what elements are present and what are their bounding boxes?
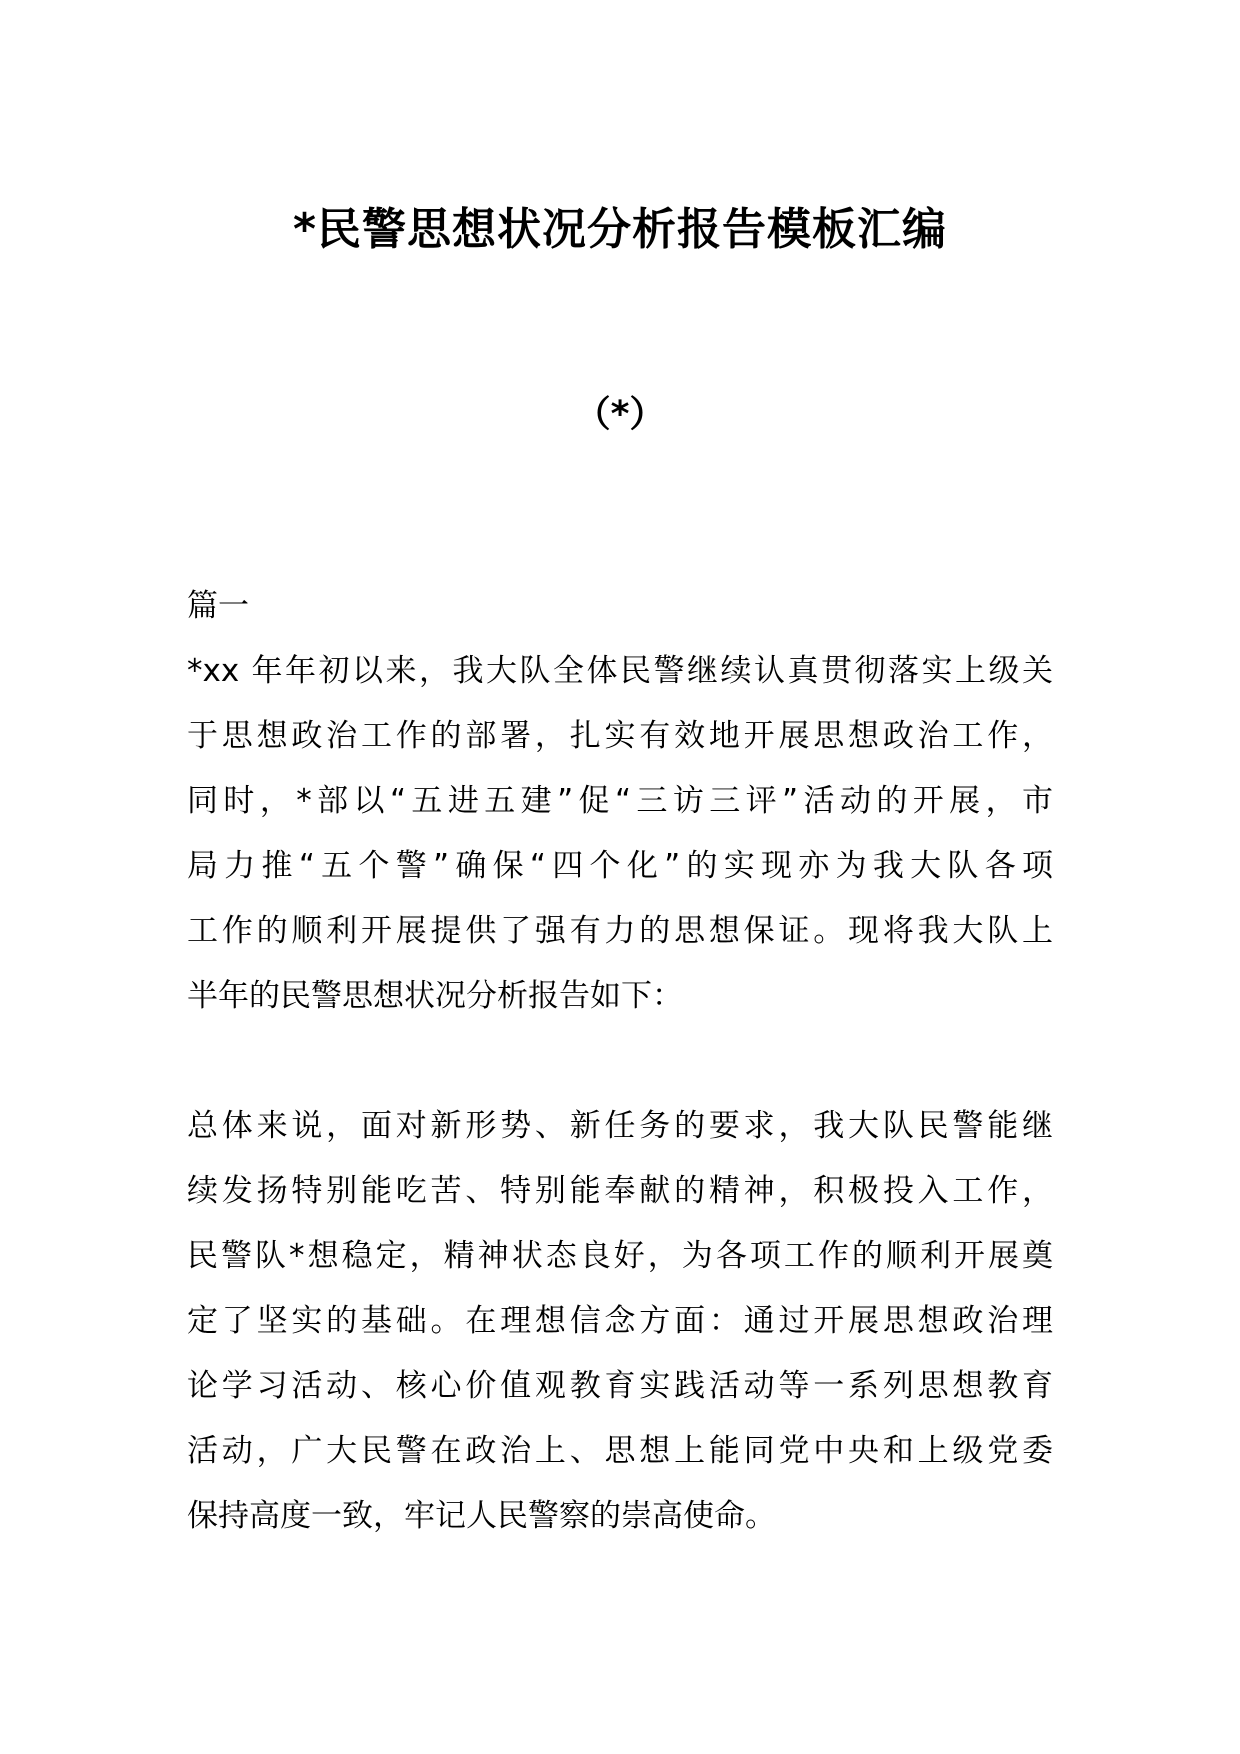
paragraph-1 (187, 639, 1053, 1029)
paragraph-line: 局力推“五个警”确保“四个化”的实现亦为我大队各项 (187, 848, 1053, 884)
paragraph-line: *xx 年年初以来，我大队全体民警继续认真贯彻落实上级关 (187, 653, 1053, 689)
document-title: *民警思想状况分析报告模板汇编 (292, 204, 947, 255)
section-label: 篇一 (187, 588, 249, 624)
paragraph-line: 半年的民警思想状况分析报告如下： (187, 978, 683, 1014)
paragraph-line: 续发扬特别能吃苦、特别能奉献的精神，积极投入工作， (187, 1173, 1053, 1209)
paragraph-2 (187, 1094, 1053, 1549)
paragraph-line: 于思想政治工作的部署，扎实有效地开展思想政治工作， (187, 718, 1053, 754)
paragraph-line: 保持高度一致，牢记人民警察的崇高使命。 (187, 1498, 776, 1534)
paragraph-line: 论学习活动、核心价值观教育实践活动等一系列思想教育 (187, 1368, 1053, 1404)
paragraph-line: 定了坚实的基础。在理想信念方面：通过开展思想政治理 (187, 1303, 1053, 1339)
paragraph-line: 同时，*部以“五进五建”促“三访三评”活动的开展，市 (187, 783, 1053, 819)
paragraph-line: 总体来说，面对新形势、新任务的要求，我大队民警能继 (187, 1108, 1053, 1144)
paragraph-line: 活动，广大民警在政治上、思想上能同党中央和上级党委 (187, 1433, 1053, 1469)
document-subtitle: （*） (574, 394, 666, 435)
paragraph-line: 工作的顺利开展提供了强有力的思想保证。现将我大队上 (187, 913, 1053, 949)
paragraph-line: 民警队*想稳定，精神状态良好，为各项工作的顺利开展奠 (187, 1238, 1053, 1274)
